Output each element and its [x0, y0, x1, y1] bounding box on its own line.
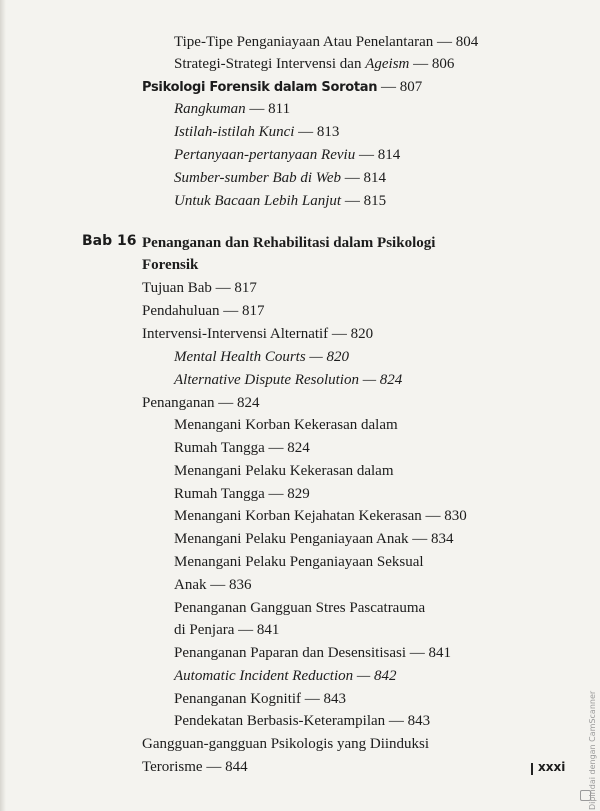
toc-subentry: di Penjara — 841 [174, 622, 280, 638]
page-edge-shadow [0, 0, 6, 811]
toc-entry: Pendahuluan — 817 [142, 303, 265, 319]
scanner-logo-icon [580, 790, 591, 801]
section-item: Pertanyaan-pertanyaan Reviu — 814 [174, 147, 401, 163]
toc-subentry: Rumah Tangga — 824 [174, 440, 310, 456]
section-item: Untuk Bacaan Lebih Lanjut — 815 [174, 193, 387, 209]
toc-subentry: Alternative Dispute Resolution — 824 [174, 372, 403, 388]
toc-subentry: Menangani Korban Kekerasan dalam [174, 417, 398, 433]
toc-entry: Terorisme — 844 [142, 759, 248, 775]
toc-subentry: Menangani Pelaku Penganiayaan Seksual [174, 554, 424, 570]
chapter-label: Bab 16 [82, 233, 137, 249]
chapter-title [142, 232, 472, 276]
toc-entry [174, 55, 454, 73]
toc-subentry: Pendekatan Berbasis-Keterampilan — 843 [174, 713, 431, 729]
toc-entry: Intervensi-Intervensi Alternatif — 820 [142, 326, 374, 342]
scanner-watermark-text: Dipindai dengan CamScanner [588, 690, 597, 810]
section-heading [142, 78, 422, 97]
chapter-title-line: Forensik [142, 257, 199, 273]
toc-subentry: Menangani Korban Kejahatan Kekerasan — 830 [174, 508, 467, 524]
section-page: — 807 [377, 79, 423, 95]
toc-subentry: Penanganan Kognitif — 843 [174, 691, 347, 707]
toc-entry: Tujuan Bab — 817 [142, 280, 257, 296]
toc-entry-italic: Ageism [365, 56, 410, 72]
chapter-title-line: Penanganan dan Rehabilitasi dalam Psikologi [142, 235, 436, 251]
toc-entry-page: — 806 [409, 56, 455, 72]
footer-rule [531, 763, 533, 775]
toc-subentry: Menangani Pelaku Penganiayaan Anak — 834 [174, 531, 454, 547]
toc-subentry: Menangani Pelaku Kekerasan dalam [174, 463, 394, 479]
section-item: Sumber-sumber Bab di Web — 814 [174, 170, 387, 186]
toc-entry-text: Strategi-Strategi Intervensi dan [174, 56, 366, 72]
toc-subentry: Penanganan Gangguan Stres Pascatrauma [174, 600, 426, 616]
scanner-watermark [578, 640, 597, 810]
toc-entry: Gangguan-gangguan Psikologis yang Diinduksi [142, 736, 430, 752]
section-item: Rangkuman — 811 [174, 101, 291, 117]
toc-subentry: Automatic Incident Reduction — 842 [174, 668, 397, 684]
toc-entry: Tipe-Tipe Penganiayaan Atau Penelantaran — 804 [174, 34, 479, 50]
toc-subentry: Penanganan Paparan dan Desensitisasi — 841 [174, 645, 452, 661]
toc-entry: Penanganan — 824 [142, 395, 260, 411]
toc-subentry: Mental Health Courts — 820 [174, 349, 349, 365]
toc-subentry: Anak — 836 [174, 577, 252, 593]
page-number: xxxi [538, 760, 566, 774]
section-title: Psikologi Forensik dalam Sorotan [142, 80, 378, 95]
toc-subentry: Rumah Tangga — 829 [174, 486, 310, 502]
section-item: Istilah-istilah Kunci — 813 [174, 124, 340, 140]
